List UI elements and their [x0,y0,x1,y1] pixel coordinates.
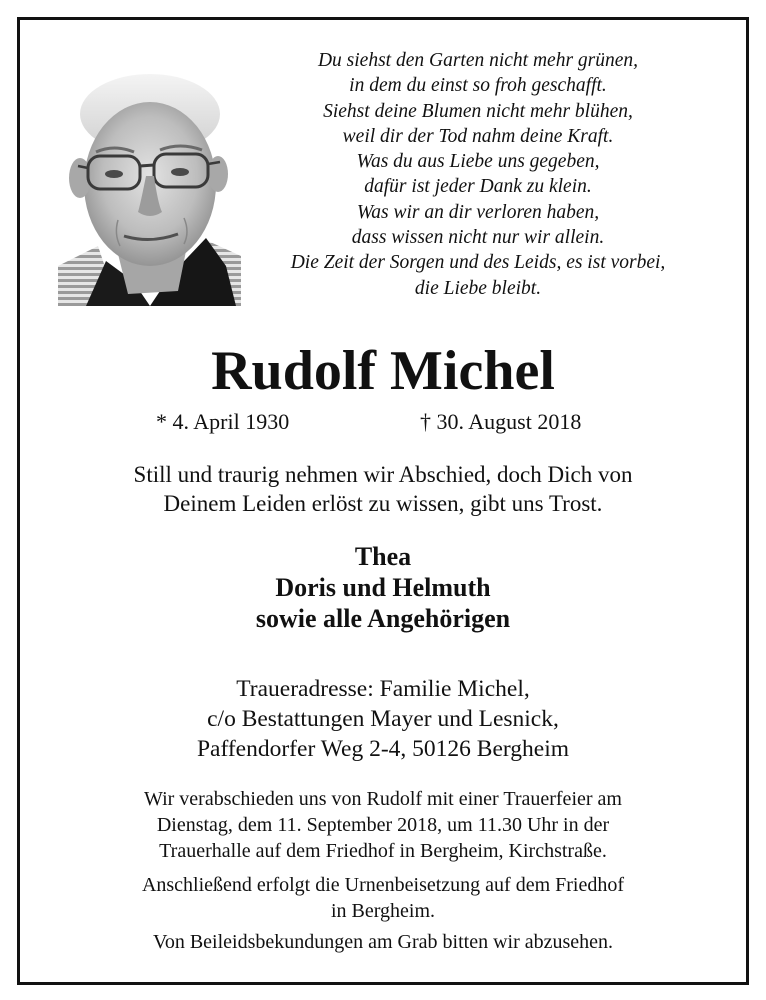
poem-line: Was wir an dir verloren haben, [356,201,600,223]
ceremony-notice [0,786,766,864]
mourning-address [0,674,766,764]
poem-line: in dem du einst so froh geschafft. [349,75,607,97]
ceremony-line: Dienstag, dem 11. September 2018, um 11.30 Uhr in der [156,814,610,836]
ceremony-line: Trauerhalle auf dem Friedhof in Bergheim, Kirchstraße. [159,840,607,862]
address-line: Paffendorfer Weg 2-4, 50126 Bergheim [196,736,570,762]
mourner-name: Thea [354,542,412,571]
burial-line: in Bergheim. [330,900,436,922]
poem-line: Siehst deine Blumen nicht mehr blühen, [323,100,633,122]
address-line: Traueradresse: Familie Michel, [236,676,530,702]
mourners-list [0,541,766,634]
poem-line: dass wissen nicht nur wir allein. [351,227,605,249]
poem-line: Was du aus Liebe uns gegeben, [356,151,600,173]
poem-line: dafür ist jeder Dank zu klein. [364,176,592,198]
burial-notice [0,872,766,924]
farewell-text [0,460,766,518]
poem-line: die Liebe bleibt. [414,277,542,299]
poem-line: Du siehst den Garten nicht mehr grünen, [317,50,639,71]
portrait-photo [58,66,241,306]
ceremony-line: Wir verabschieden uns von Rudolf mit einer Trauerfeier am [144,788,622,810]
condolence-note [0,929,766,955]
burial-line: Anschließend erfolgt die Urnenbeisetzung auf dem Friedhof [141,874,625,896]
memorial-poem [238,48,718,301]
mourner-name: Doris und Helmuth [275,573,491,602]
mourner-name: sowie alle Angehörigen [255,604,511,633]
birth-date: * 4. April 1930 [156,409,290,434]
poem-line: Die Zeit der Sorgen und des Leids, es ist vorbei, [290,252,666,274]
poem-line: weil dir der Tod nahm deine Kraft. [342,125,614,147]
farewell-line: Still und traurig nehmen wir Abschied, doch Dich von [133,462,633,487]
death-date: † 30. August 2018 [420,409,582,434]
address-line: c/o Bestattungen Mayer und Lesnick, [207,706,559,732]
deceased-name: Rudolf Michel [211,340,555,402]
farewell-line: Deinem Leiden erlöst zu wissen, gibt uns Trost. [163,491,603,516]
condolence-line: Von Beileidsbekundungen am Grab bitten wir abzusehen. [152,931,614,953]
